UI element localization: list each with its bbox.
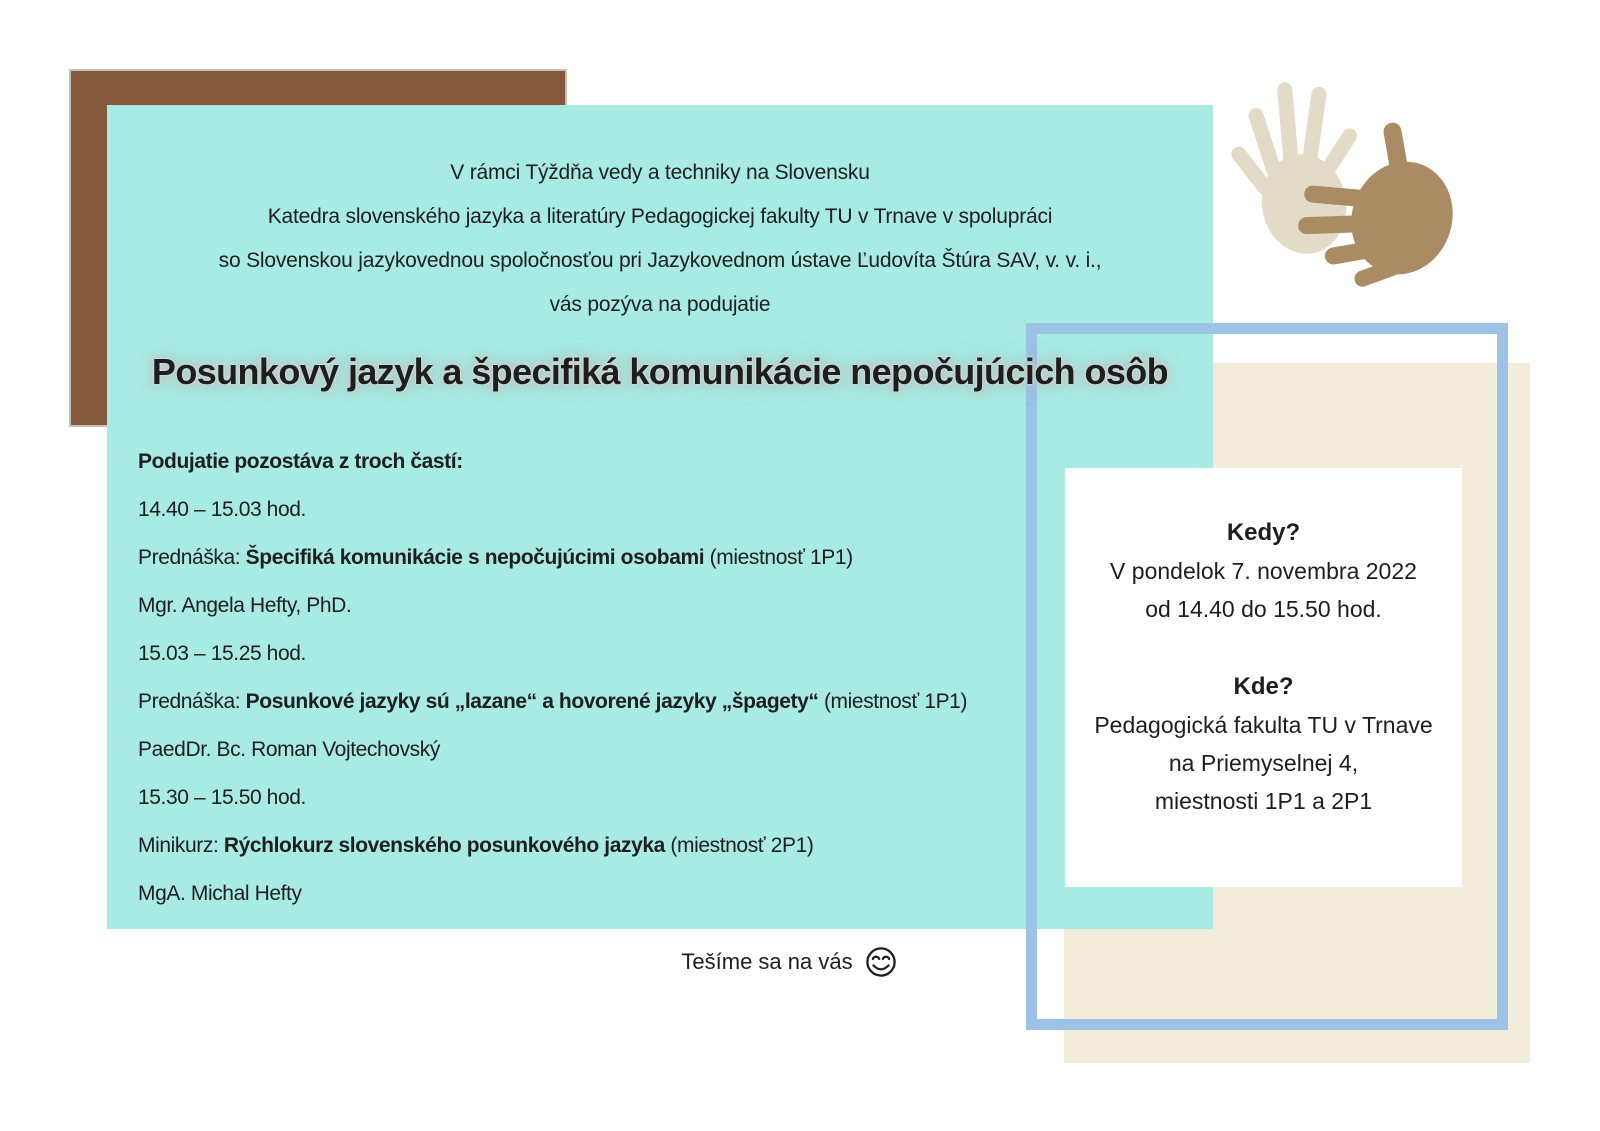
program-text: 14.40 – 15.03 hod. [138,498,306,521]
program-line [138,630,1168,678]
program-emphasis: Podujatie pozostáva z troch častí: [138,450,463,473]
program-line [138,774,1168,822]
where-line: na Priemyselnej 4, [1168,750,1359,776]
program-line [138,486,1168,534]
header-line: vás pozýva na podujatie [549,293,771,316]
header-line: Katedra slovenského jazyka a literatúry Pedagogickej fakulty TU v Trnave v spolupráci [267,205,1053,228]
program-emphasis: Rýchlokurz slovenského posunkového jazyka [223,834,665,857]
closing-text: Tešíme sa na vás [681,949,853,974]
program-text: MgA. Michal Hefty [138,882,302,905]
header-line: V rámci Týždňa vedy a techniky na Slovensku [450,161,870,184]
header-line: so Slovenskou jazykovednou spoločnosťou pri Jazykovednom ústave Ľudovíta Štúra SAV, v. v. i., [218,249,1102,272]
program-lines [138,438,1168,918]
header-lines [107,151,1213,327]
program-line [138,678,1168,726]
program-line [138,822,1168,870]
when-line: V pondelok 7. novembra 2022 [1110,558,1417,584]
when-heading: Kedy? [1226,519,1301,546]
program-line [138,726,1168,774]
poster-title: Posunkový jazyk a špecifiká komunikácie nepočujúcich osôb [151,351,1169,392]
program-text: Prednáška: [138,690,246,713]
program-text: 15.30 – 15.50 hod. [138,786,306,809]
program-text: 15.03 – 15.25 hod. [138,642,306,665]
program-text: (miestnosť 1P1) [818,690,968,713]
program-text: Mgr. Angela Hefty, PhD. [138,594,352,617]
program-line [138,438,1168,486]
where-line: miestnosti 1P1 a 2P1 [1154,788,1373,814]
closing-row [560,944,1020,980]
where-heading: Kde? [1233,673,1294,700]
program-line [138,582,1168,630]
where-line: Pedagogická fakulta TU v Trnave [1094,712,1433,738]
program-text: (miestnosť 2P1) [664,834,814,857]
when-line: od 14.40 do 15.50 hod. [1145,596,1382,622]
program-text: Prednáška: [138,546,246,569]
program-emphasis: Posunkové jazyky sú „lazane“ a hovorené jazyky „špagety“ [245,690,819,713]
program-text: (miestnosť 1P1) [704,546,853,569]
smiling-face-icon [863,944,899,980]
program-line [138,534,1168,582]
program-emphasis: Špecifiká komunikácie s nepočujúcimi osobami [245,546,705,569]
overlapping-hands-icon [1208,82,1460,294]
program-line [138,870,1168,918]
program-text: PaedDr. Bc. Roman Vojtechovský [138,738,440,761]
program-text: Minikurz: [138,834,224,857]
